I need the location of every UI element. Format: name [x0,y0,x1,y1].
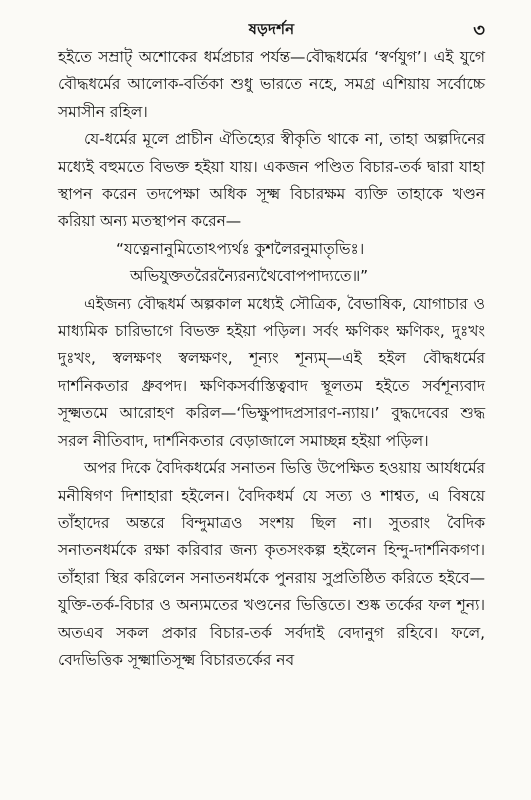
running-head-title: ষড়দর্শন [248,20,295,38]
sanskrit-verse [58,236,485,291]
page-header [58,14,485,44]
verse-line-2: অভিযুক্ততরৈরন্যৈরন্যথৈবোপপাদ্যতে॥” [130,267,369,286]
paragraph-1: হইতে সম্রাট্‌ অশোকের ধর্মপ্রচার পর্যন্ত—বৌদ্ধধর্মের ‘স্বর্ণযুগ’। এই যুগে বৌদ্ধধর্মের আলোক-বর্তিকা শুধু ভারতে নহে, সমগ্র এশিয়ায় সর্বোচ্চে সমাসীন রহিল। [58,48,485,121]
paragraph-3: এইজন্য বৌদ্ধধর্ম অল্পকাল মধ্যেই সৌত্রিক, বৈভাষিক, যোগাচার ও মাধ্যমিক চারিভাগে বিভক্ত হইয়া পড়িল। সর্বং ক্ষণিকং ক্ষণিকং, দুঃখং দুঃখং, স্বলক্ষণং স্বলক্ষণং, শূন্যং শূন্যম্‌—এই হইল বৌদ্ধধর্মের দার্শনিকতার ধ্রুবপদ। ক্ষণিকসর্বাস্তিত্ববাদ স্থূলতম হইতে সর্বশূন্যবাদ সূক্ষ্মতমে আরোহণ করিল—‘ভিক্ষুপাদপ্রসারণ-ন্যায়।’ বুদ্ধদেবের শুদ্ধ সরল নীতিবাদ, দার্শনিকতার বেড়াজালে সমাচ্ছন্ন হইয়া পড়িল। [58,294,485,450]
paragraph-2: যে-ধর্মের মূলে প্রাচীন ঐতিহ্যের স্বীকৃতি থাকে না, তাহা অল্পদিনের মধ্যেই বহুমতে বিভক্ত হইয়া যায়। একজন পণ্ডিত বিচার-তর্ক দ্বারা যাহা স্থাপন করেন তদপেক্ষা অধিক সূক্ষ্ম বিচারক্ষম ব্যক্তি তাহাকে খণ্ডন করিয়া অন্য মতস্থাপন করেন— [58,130,485,231]
body-text [58,44,485,674]
verse-line-1: “যত্নেনানুমিতোঽপ্যর্থঃ কুশলৈরনুমাতৃভিঃ। [116,239,365,258]
page-number: ৩ [473,20,485,41]
paragraph-4: অপর দিকে বৈদিকধর্মের সনাতন ভিত্তি উপেক্ষিত হওয়ায় আর্যধর্মের মনীষিগণ দিশাহারা হইলেন। বৈদিকধর্ম যে সত্য ও শাশ্বত, এ বিষয়ে তাঁহাদের অন্তরে বিন্দুমাত্রও সংশয় ছিল না। সুতরাং বৈদিক সনাতনধর্মকে রক্ষা করিবার জন্য কৃতসংকল্প হইলেন হিন্দু-দার্শনিকগণ। তাঁহারা স্থির করিলেন সনাতনধর্মকে পুনরায় সুপ্রতিষ্ঠিত করিতে হইবে—যুক্তি-তর্ক-বিচার ও অন্যমতের খণ্ডনের ভিত্তিতে। শুষ্ক তর্কের ফল শূন্য। অতএব সকল প্রকার বিচার-তর্ক সর্বদাই বেদানুগ রহিবে। ফলে, বেদভিত্তিক সূক্ষ্মাতিসূক্ষ্ম বিচারতর্কের নব [58,459,485,669]
